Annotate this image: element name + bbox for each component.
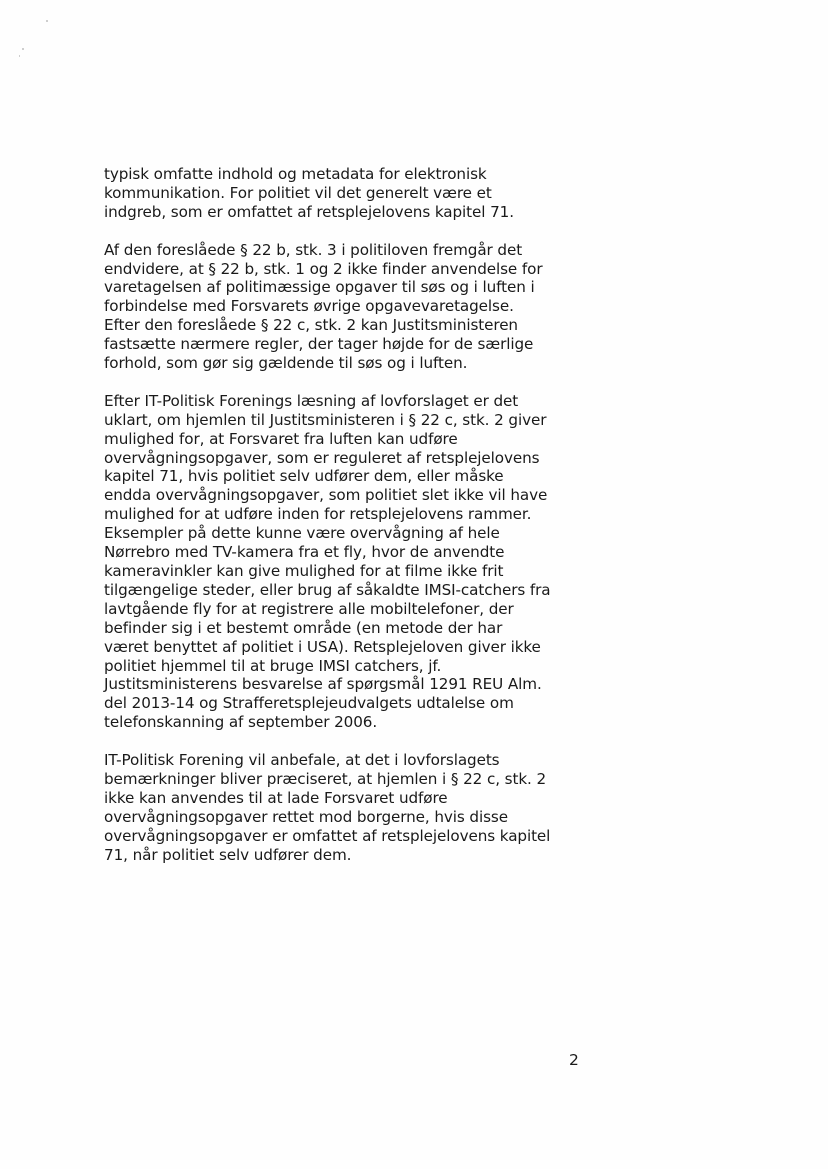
paragraph-3: Efter IT-Politisk Forenings læsning af lovforslaget er det uklart, om hjemlen til Justitsministeren i § 22 c, stk. 2 giver mulighed for, at Forsvaret fra luften kan udføre overvågningsopgaver, som er reguleret af retsplejelovens kapitel 71, hvis politiet selv udfører dem, eller måske endda overvågningsopgaver, som politiet slet ikke vil have mulighed for at udføre inden for retsplejelovens rammer. Eksempler på dette kunne være overvågning af hele Nørrebro med TV-kamera fra et fly, hvor de anvendte kameravinkler kan give mulighed for at filme ikke frit tilgængelige steder, eller brug af såkaldte IMSI-catchers fra lavtgående fly for at registrere alle mobiltelefoner, der befinder sig i et bestemt område (en metode der har været benyttet af politiet i USA). Retsplejeloven giver ikke politiet hjemmel til at bruge IMSI catchers, jf. Justitsministerens besvarelse af spørgsmål 1291 REU Alm. del 2013-14 og Strafferetsplejeudvalgets udtalelse om telefonskanning af september 2006. bbox=[104, 391, 551, 732]
scan-speck bbox=[19, 55, 20, 57]
page-number: 2 bbox=[569, 1051, 579, 1069]
scan-speck bbox=[46, 20, 48, 22]
document-body bbox=[104, 165, 594, 883]
paragraph-1: typisk omfatte indhold og metadata for elektronisk kommunikation. For politiet vil det generelt være et indgreb, som er omfattet af retsplejelovens kapitel 71. bbox=[104, 165, 514, 221]
scan-speck bbox=[22, 48, 24, 50]
paragraph-2: Af den foreslåede § 22 b, stk. 3 i politiloven fremgår det endvidere, at § 22 b, stk. 1 og 2 ikke finder anvendelse for varetagelsen af politimæssige opgaver til søs og i luften i forbindelse med Forsvarets øvrige opgavevaretagelse. Efter den foreslåede § 22 c, stk. 2 kan Justitsministeren fastsætte nærmere regler, der tager højde for de særlige forhold, som gør sig gældende til søs og i luften. bbox=[104, 240, 543, 373]
paragraph-4: IT-Politisk Forening vil anbefale, at det i lovforslagets bemærkninger bliver præciseret, at hjemlen i § 22 c, stk. 2 ikke kan anvendes til at lade Forsvaret udføre overvågningsopgaver rettet mod borgerne, hvis disse overvågningsopgaver er omfattet af retsplejelovens kapitel 71, når politiet selv udfører dem. bbox=[104, 751, 551, 864]
